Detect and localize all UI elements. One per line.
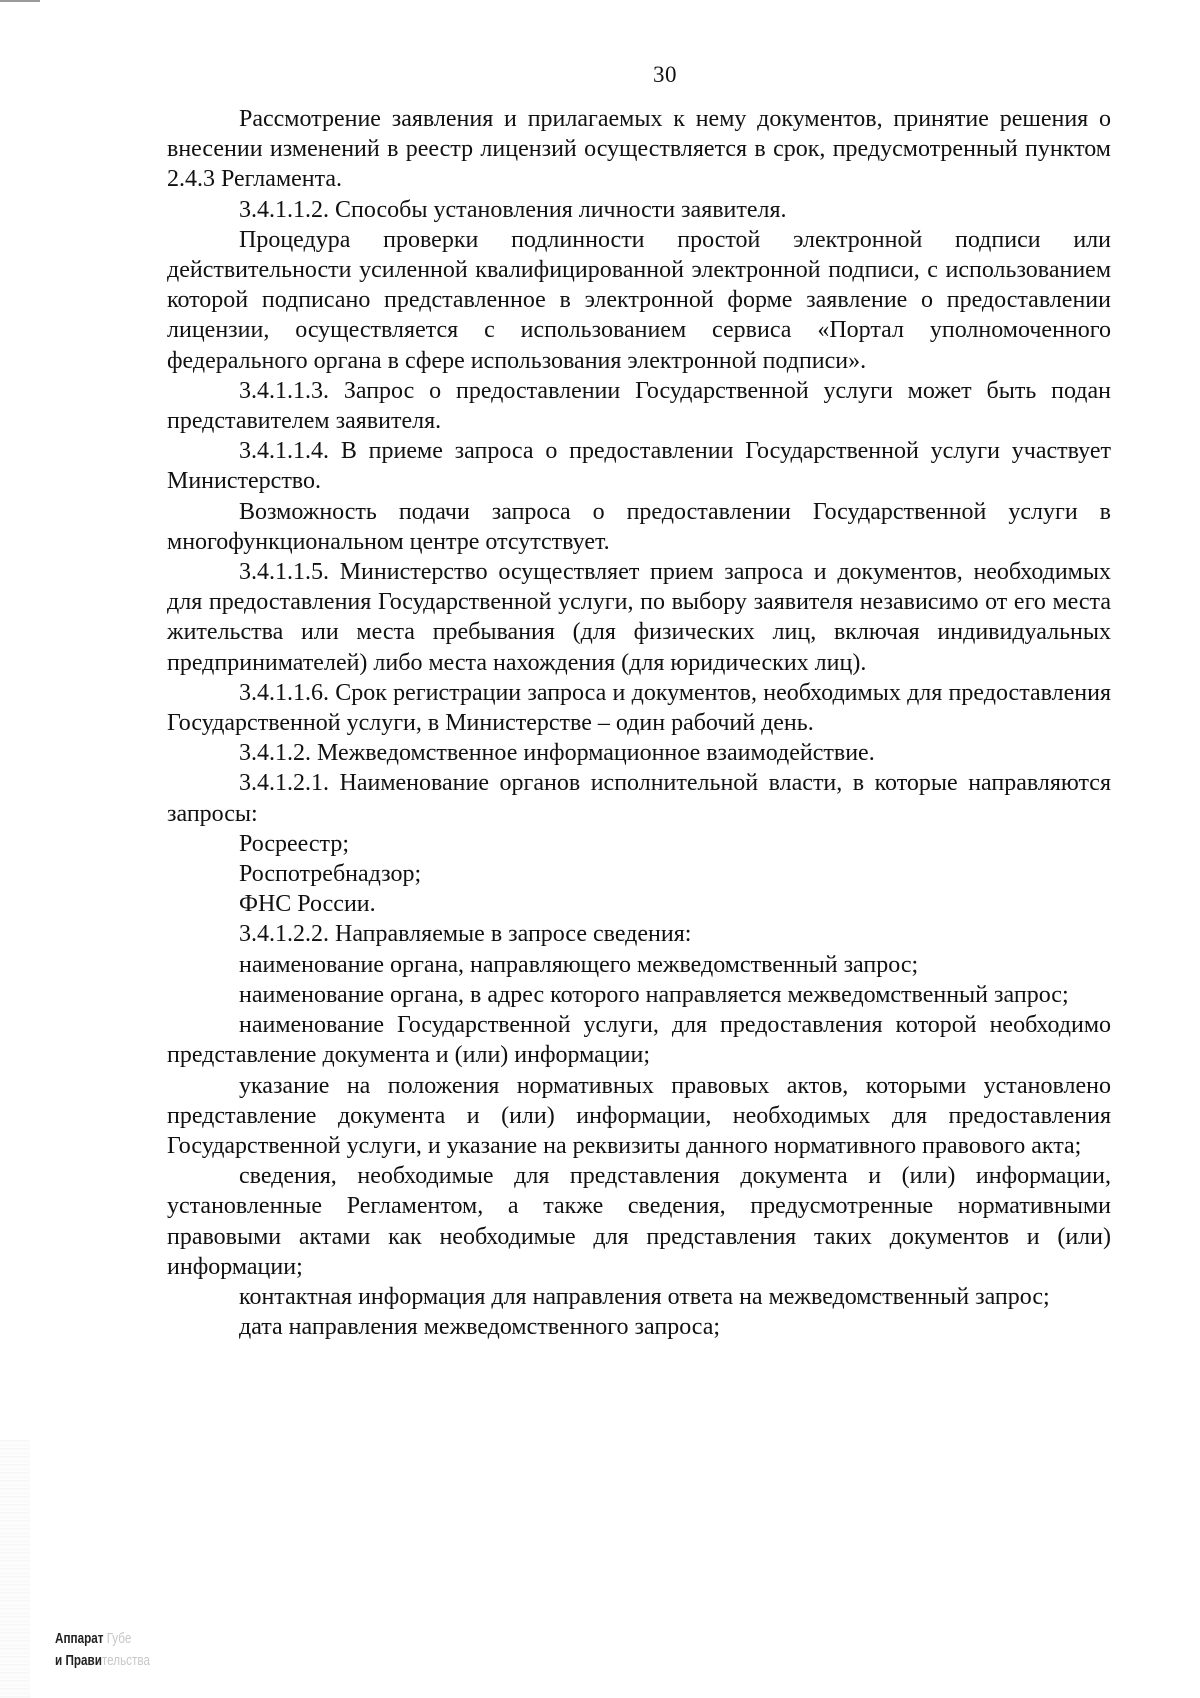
list-item-fns: ФНС России. xyxy=(239,891,376,918)
list-item-request-date: дата направления межведомственного запроса; xyxy=(239,1314,721,1341)
paragraph-3-4-1-1-5: 3.4.1.1.5. Министерство осуществляет прием запроса и документов, необходимых для предоставления Государственной услуги, по выбору заявителя независимо от его места жительства или места пребывания (для физических лиц, включая индивидуальных предпринимателей) либо места нахождения (для юридических лиц). xyxy=(167,559,1111,676)
paragraph-3-4-1-2-1: 3.4.1.2.1. Наименование органов исполнительной власти, в которые направляются запросы: xyxy=(167,770,1111,827)
paragraph-3-4-1-2: 3.4.1.2. Межведомственное информационное взаимодействие. xyxy=(239,740,875,767)
stamp-line-1 xyxy=(55,1628,150,1650)
stamp-line-2 xyxy=(55,1650,150,1672)
paragraph-3-4-1-1-2: 3.4.1.1.2. Способы установления личности заявителя. xyxy=(239,196,787,223)
list-item-contact-info: контактная информация для направления ответа на межведомственный запрос; xyxy=(239,1283,1050,1310)
list-item-rosreestr: Росреестр; xyxy=(239,830,350,857)
list-item-legal-acts: указание на положения нормативных правовых актов, которыми установлено представление документа и (или) информации, необходимых для предоставления Государственной услуги, и указание на реквизиты данного нормативного правового акта; xyxy=(167,1072,1111,1159)
paragraph-mfc: Возможность подачи запроса о предоставлении Государственной услуги в многофункциональном центре отсутствует. xyxy=(167,498,1111,555)
footer-stamp xyxy=(55,1628,150,1672)
stamp-line-1-dark: Аппарат xyxy=(55,1630,104,1647)
list-item-sender-organ: наименование органа, направляющего межведомственный запрос; xyxy=(239,951,919,978)
paragraph-3-4-1-2-2: 3.4.1.2.2. Направляемые в запросе сведения: xyxy=(239,921,692,948)
stamp-line-2-faded: тельства xyxy=(101,1652,150,1669)
list-item-service-name: наименование Государственной услуги, для предоставления которой необходимо представление документа и (или) информации; xyxy=(167,1012,1111,1069)
list-item-rospotrebnadzor: Роспотребнадзор; xyxy=(239,861,422,888)
stamp-line-2-dark: и Прави xyxy=(55,1652,102,1669)
list-item-recipient-organ: наименование органа, в адрес которого направляется межведомственный запрос; xyxy=(239,981,1069,1008)
paragraph-review-term: Рассмотрение заявления и прилагаемых к нему документов, принятие решения о внесении изменений в реестр лицензий осуществляется в срок, предусмотренный пунктом 2.4.3 Регламента. xyxy=(167,106,1111,193)
paragraph-3-4-1-1-3: 3.4.1.1.3. Запрос о предоставлении Государственной услуги может быть подан представителем заявителя. xyxy=(167,377,1111,435)
paragraph-signature-check: Процедура проверки подлинности простой электронной подписи или действительности усиленной квалифицированной электронной подписи, с использованием которой подписано представленное в электронной форме заявление о предоставлении лицензии, осуществляется с использованием сервиса «Портал уполномоченного федерального органа в сфере использования электронной подписи». xyxy=(167,226,1111,374)
paragraph-3-4-1-1-4: 3.4.1.1.4. В приеме запроса о предоставлении Государственной услуги участвует Министерство. xyxy=(167,438,1111,495)
document-body xyxy=(167,104,1111,1342)
list-item-required-info: сведения, необходимые для представления документа и (или) информации, установленные Регламентом, а также сведения, предусмотренные нормативными правовыми актами как необходимые для представления таких документов и (или) информации; xyxy=(167,1163,1111,1280)
scan-noise-strip xyxy=(0,1440,30,1698)
paragraph-3-4-1-1-6: 3.4.1.1.6. Срок регистрации запроса и документов, необходимых для предоставления Государственной услуги, в Министерстве – один рабочий день. xyxy=(167,679,1111,737)
scan-edge-mark xyxy=(0,0,40,2)
page-number: 30 xyxy=(653,62,677,87)
stamp-line-1-faded: Губе xyxy=(106,1630,132,1647)
